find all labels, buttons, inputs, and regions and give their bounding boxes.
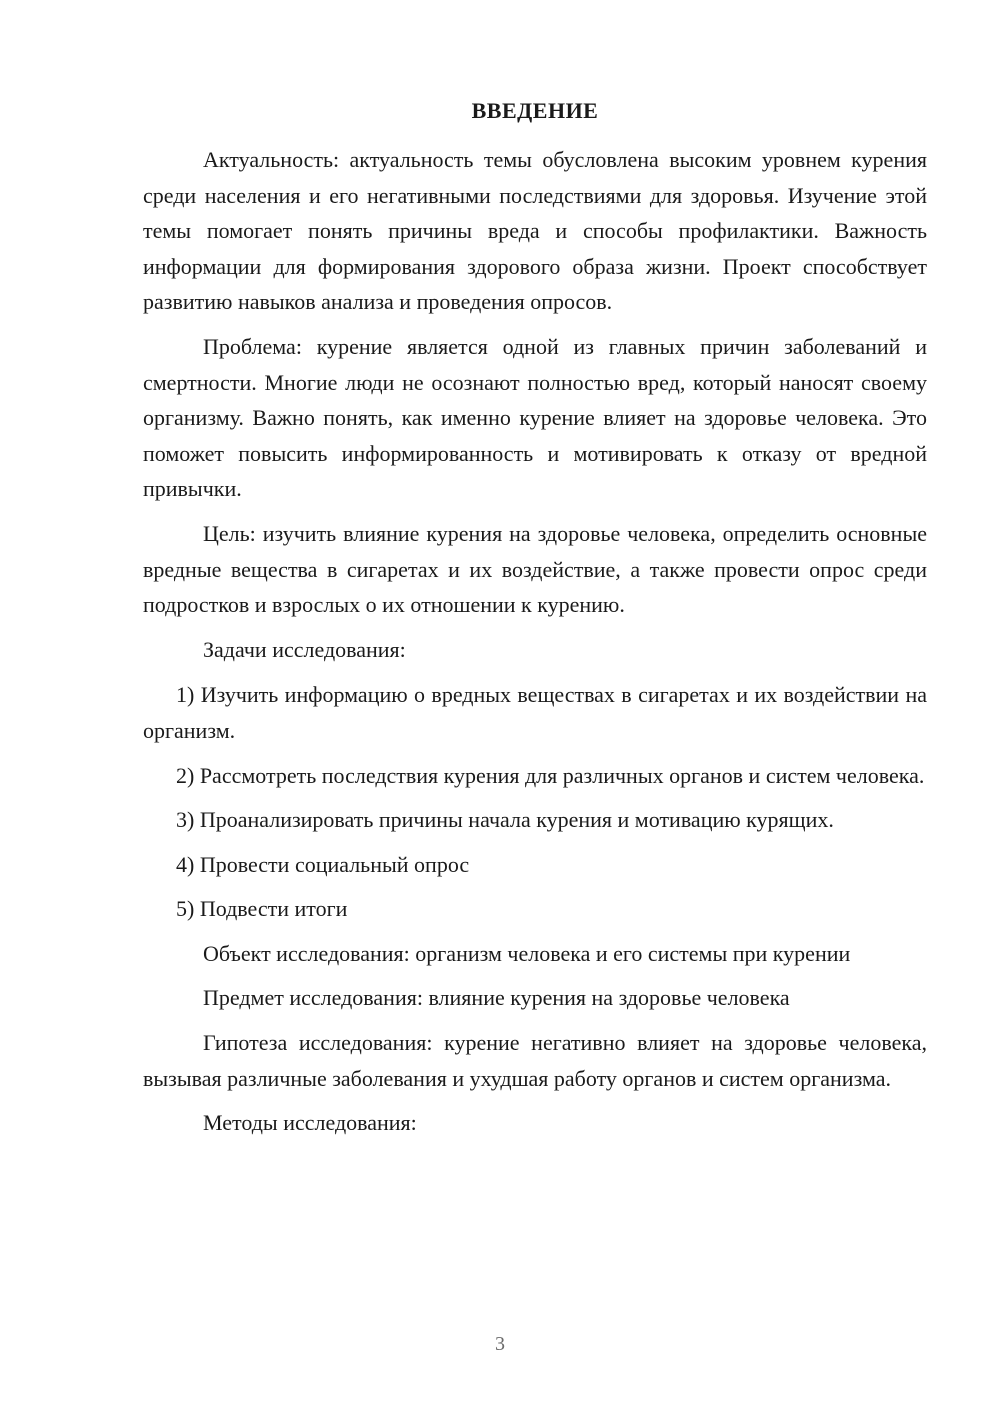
list-item: 4) Провести социальный опрос (176, 851, 470, 877)
paragraph-goal: Цель: изучить влияние курения на здоровье человека, определить основные вредные вещества в сигаретах и их воздействие, а также провести опрос среди подростков и взрослых о их отношении к курению. (143, 520, 927, 618)
document-page (143, 96, 927, 1150)
page-number: 3 (495, 1333, 505, 1355)
paragraph-subject: Предмет исследования: влияние курения на здоровье человека (203, 985, 790, 1011)
paragraph-problem: Проблема: курение является одной из главных причин заболеваний и смертности. Многие люди не осознают полностью вред, который наносят своему организму. Важно понять, как именно курение влияет на здоровье человека. Это поможет повысить информированность и мотивировать к отказу от вредной привычки. (143, 333, 927, 502)
list-item: 1) Изучить информацию о вредных веществах в сигаретах и их воздействии на организм. (143, 682, 927, 743)
paragraph-object: Объект исследования: организм человека и его системы при курении (203, 940, 851, 966)
list-item: 2) Рассмотреть последствия курения для различных органов и систем человека. (176, 762, 925, 788)
paragraph-hypothesis: Гипотеза исследования: курение негативно влияет на здоровье человека, вызывая различные заболевания и ухудшая работу органов и систем организма. (143, 1030, 927, 1091)
paragraph-relevance: Актуальность: актуальность темы обусловлена высоким уровнем курения среди населения и его негативными последствиями для здоровья. Изучение этой темы помогает понять причины вреда и способы профилактики. Важность информации для формирования здорового образа жизни. Проект способствует развитию навыков анализа и проведения опросов. (143, 147, 927, 315)
list-item: 3) Проанализировать причины начала курения и мотивацию курящих. (176, 807, 834, 833)
section-title: ВВЕДЕНИЕ (471, 98, 599, 123)
tasks-list (143, 677, 927, 927)
methods-heading: Методы исследования: (203, 1110, 417, 1136)
list-item: 5) Подвести итоги (176, 896, 348, 922)
tasks-heading: Задачи исследования: (203, 636, 406, 662)
